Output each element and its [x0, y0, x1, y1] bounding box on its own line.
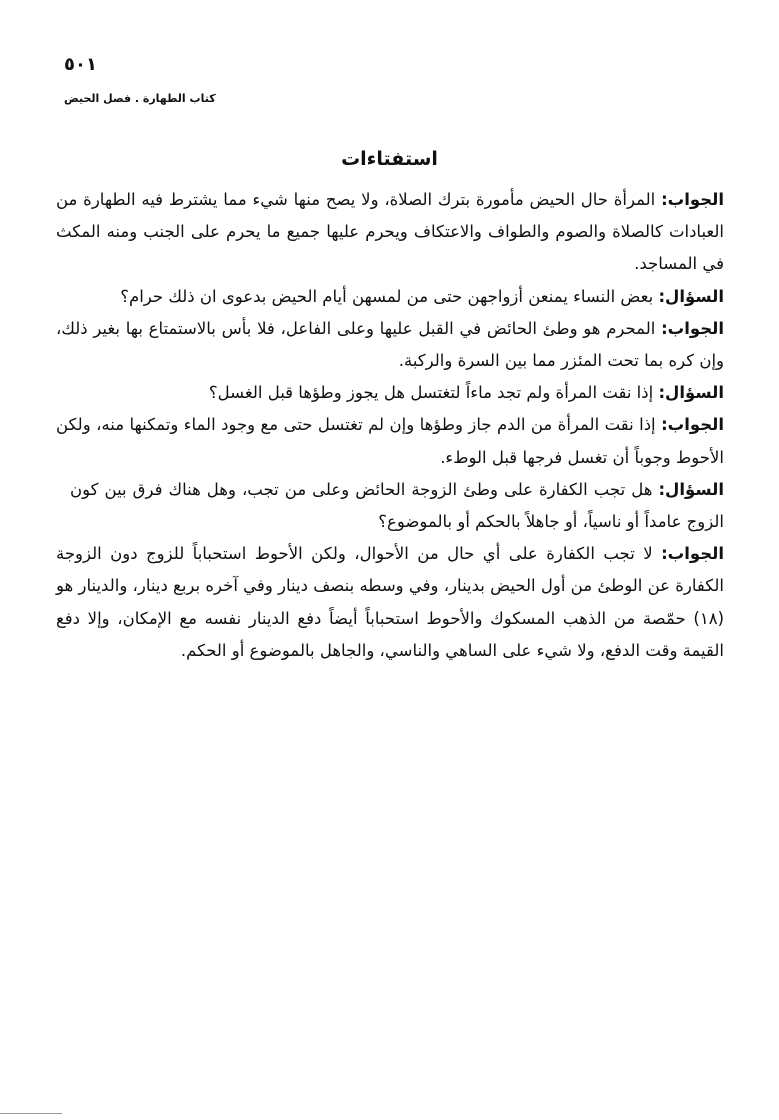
answer-text: إذا نقت المرأة من الدم جاز وطؤها وإن لم تغتسل حتى مع وجود الماء وتمكنها منه، ولكن الأحوط وجوباً أن تغسل فرجها قبل الوطء.	[56, 415, 724, 467]
answer-paragraph	[56, 538, 724, 667]
answer-paragraph	[56, 184, 724, 281]
answer-label: الجواب:	[661, 544, 724, 564]
answer-label: الجواب:	[661, 190, 724, 209]
answer-text: المحرم هو وطئ الحائض في القبل عليها وعلى الفاعل، فلا بأس بالاستمتاع بها بغير ذلك، وإن كره بما تحت المئزر مما بين السرة والركبة.	[56, 318, 724, 371]
page-number: ٥٠١	[64, 54, 97, 75]
question-paragraph	[56, 474, 724, 538]
answer-label: الجواب:	[661, 415, 724, 435]
question-label: السؤال:	[658, 479, 724, 499]
scan-edge-line	[0, 1113, 62, 1114]
question-text: هل تجب الكفارة على وطئ الزوجة الحائض وعلى من تجب، وهل هناك فرق بين كون الزوج عامداً أو ناسياً، أو جاهلاً بالحكم أو بالموضوع؟	[70, 479, 724, 532]
question-label: السؤال:	[658, 383, 724, 403]
running-header: كتاب الطهارة . فصل الحيض	[64, 92, 216, 105]
qa-content	[56, 184, 724, 667]
question-paragraph	[56, 377, 724, 409]
answer-label: الجواب:	[661, 318, 724, 338]
answer-text: لا تجب الكفارة على أي حال من الأحوال، ولكن الأحوط استحباباً للزوج دون الزوجة الكفارة عن الوطئ من أول الحيض بدينار، وفي وسطه بنصف دينار وفي آخره بربع دينار، والدينار هو (١٨) حمّصة من الذهب المسكوك والأحوط استحباباً أيضاً دفع الدينار نفسه مع الإمكان، وإلا دفع القيمة وقت الدفع، ولا شيء على الساهي والناسي، والجاهل بالموضوع أو الحكم.	[56, 544, 724, 660]
question-paragraph	[56, 281, 724, 313]
question-label: السؤال:	[658, 286, 724, 306]
answer-paragraph	[56, 313, 724, 377]
answer-text: المرأة حال الحيض مأمورة بترك الصلاة، ولا يصح منها شيء مما يشترط فيه الطهارة من العبادات كالصلاة والصوم والطواف والاعتكاف ويحرم عليها جميع ما يحرم على الجنب ومنه المكث في المساجد.	[56, 190, 724, 274]
answer-paragraph	[56, 409, 724, 473]
section-title: استفتاءات	[341, 148, 438, 170]
question-text: بعض النساء يمنعن أزواجهن حتى من لمسهن أيام الحيض بدعوى ان ذلك حرام؟	[120, 286, 659, 306]
question-text: إذا نقت المرأة ولم تجد ماءاً لتغتسل هل يجوز وطؤها قبل الغسل؟	[208, 383, 659, 403]
